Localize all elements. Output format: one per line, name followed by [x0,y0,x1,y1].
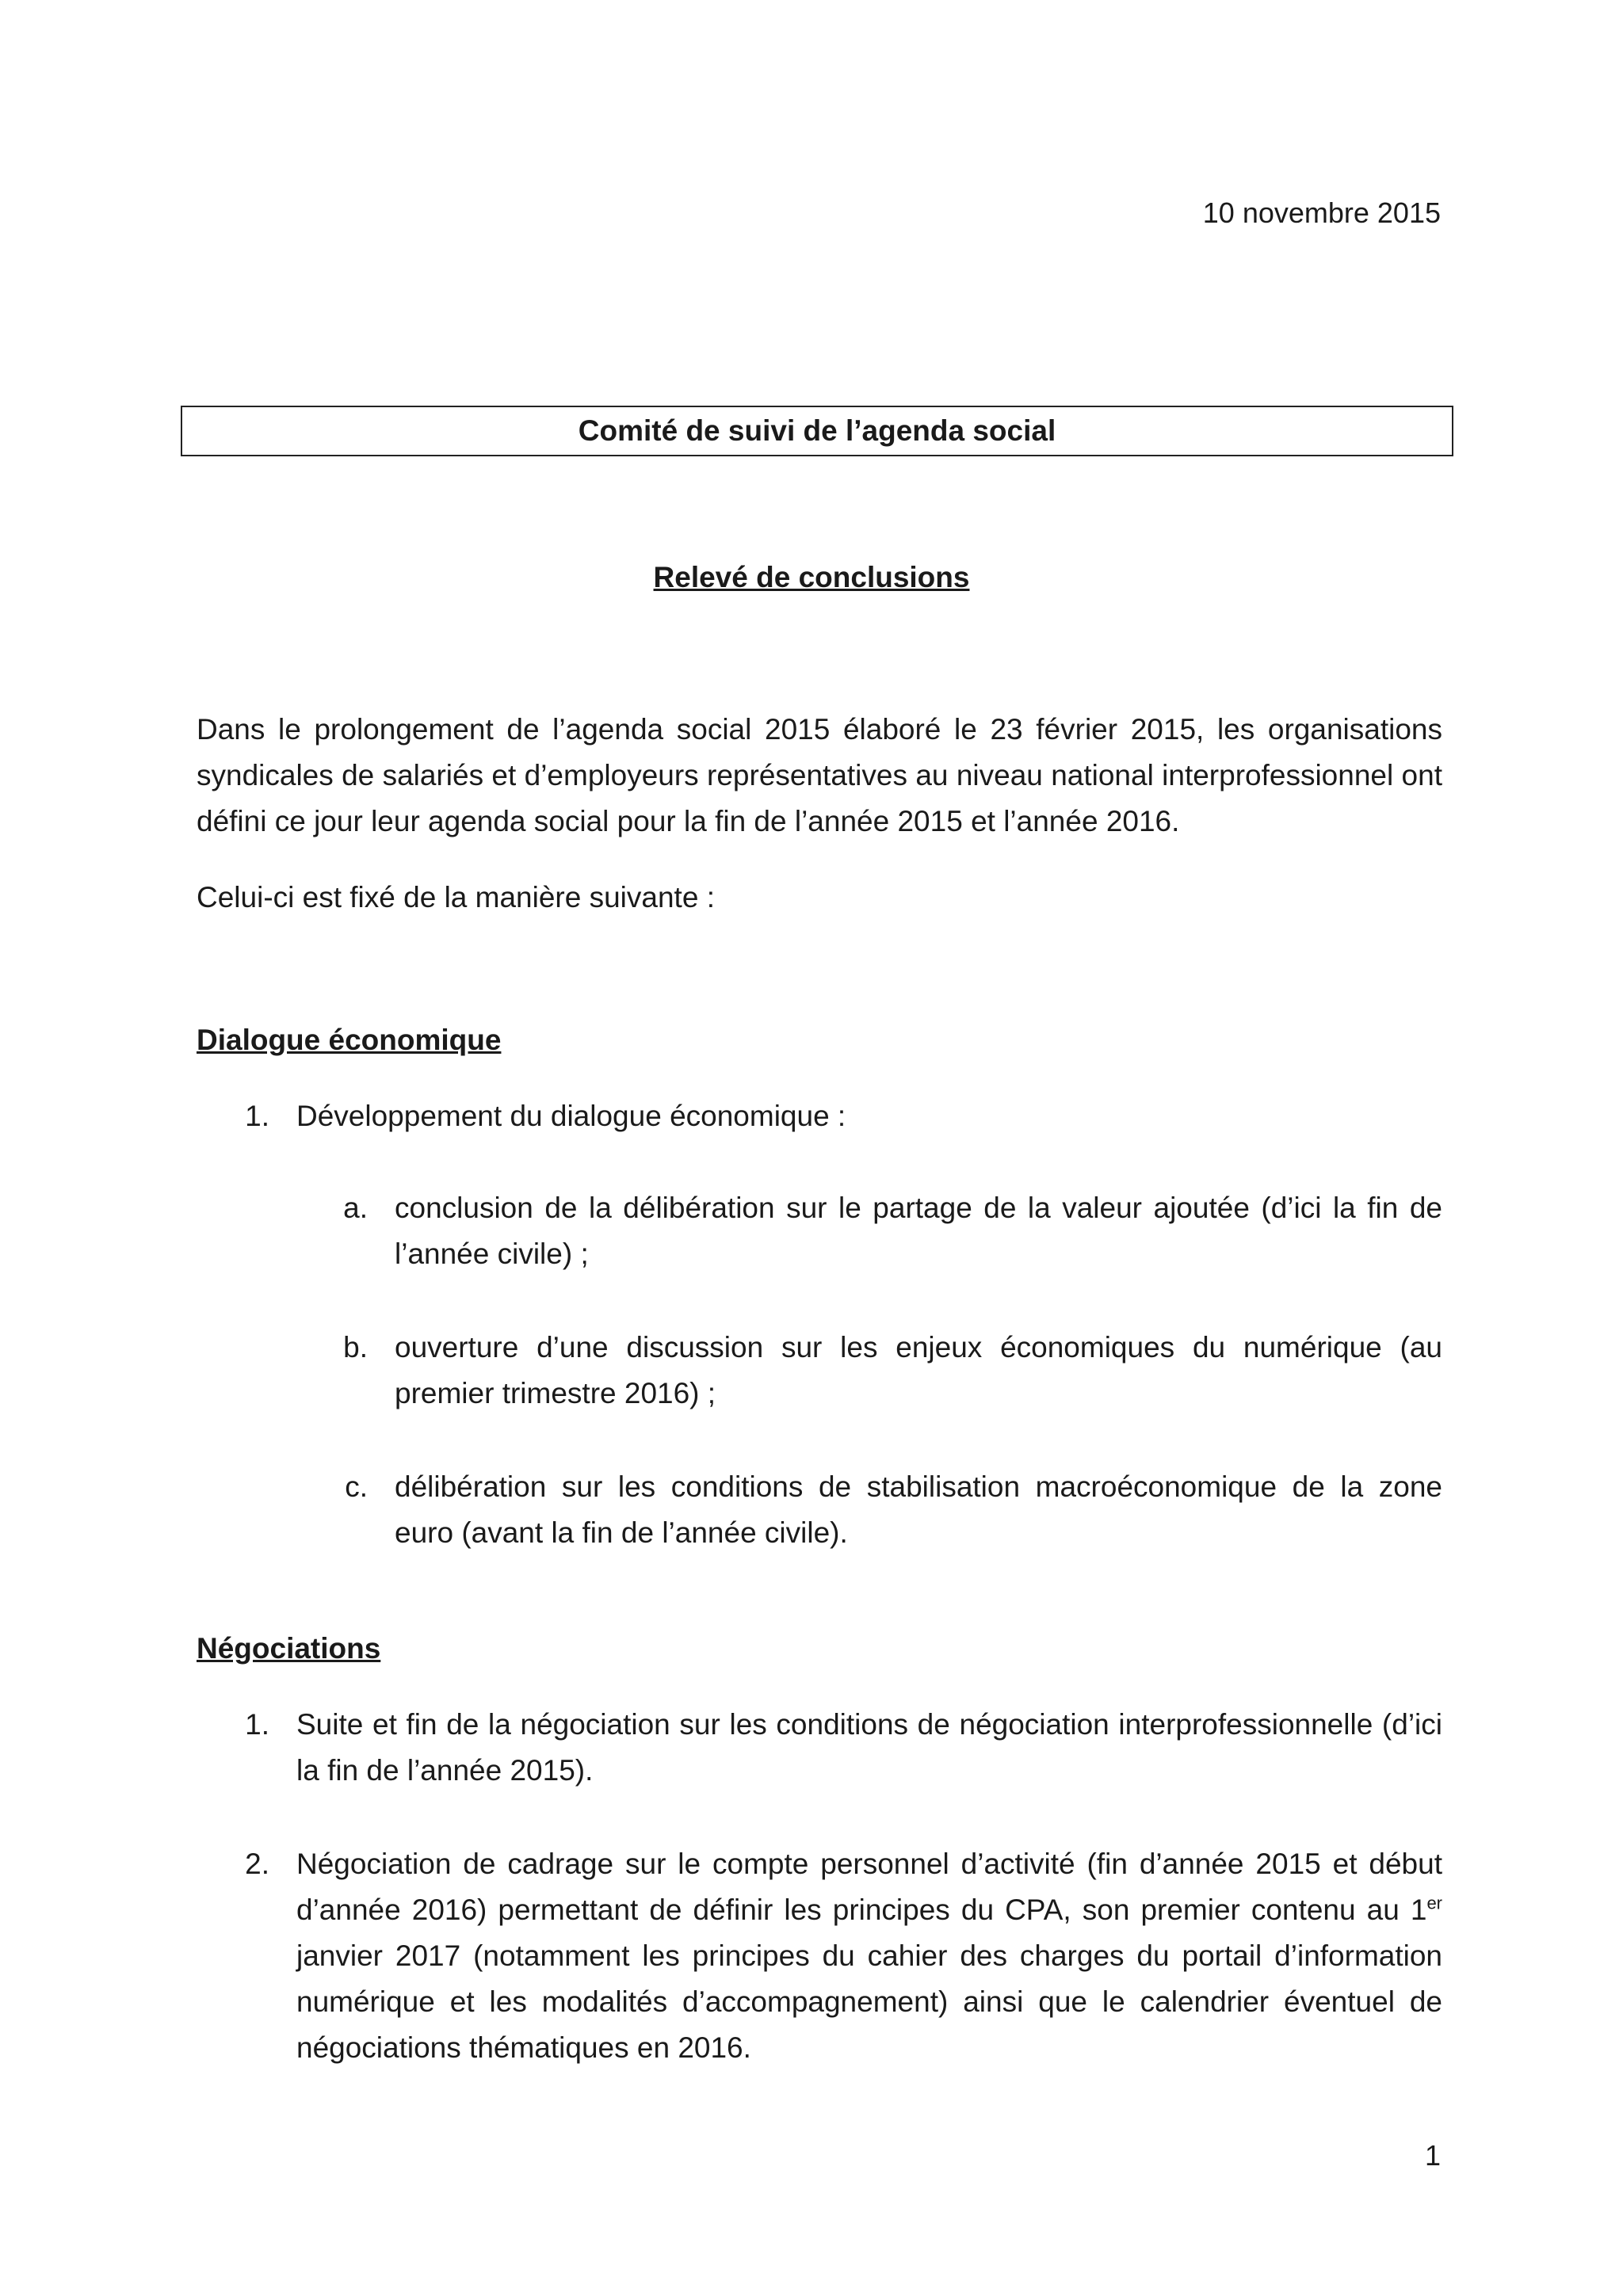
list-item [296,1841,1442,2071]
ordinal-superscript: er [1426,1893,1442,1913]
document-date: 10 novembre 2015 [1202,196,1441,229]
sub-list-letter: b. [343,1331,368,1363]
sub-list-item: conclusion de la délibération sur le partage de la valeur ajoutée (d’ici la fin de l’année civile) ; [395,1192,1442,1270]
sub-list-letter: c. [345,1470,368,1503]
sub-list-item: ouverture d’une discussion sur les enjeux économiques du numérique (au premier trimestre 2016) ; [395,1331,1442,1409]
sub-list-item: délibération sur les conditions de stabilisation macroéconomique de la zone euro (avant la fin de l’année civile). [395,1470,1442,1549]
section-heading-dialogue: Dialogue économique [197,1024,502,1056]
list-item: Développement du dialogue économique : [296,1100,846,1132]
list-number: 2. [245,1848,269,1880]
list-number: 1. [245,1708,269,1741]
sub-list-letter: a. [343,1192,368,1224]
list-item-text-part: Négociation de cadrage sur le compte personnel d’activité (fin d’année 2015 et début d’année 2016) permettant de définir les principes du CPA, son premier contenu au 1 [296,1848,1442,1926]
intro-paragraph-2: Celui-ci est fixé de la manière suivante : [197,881,715,913]
document-subtitle: Relevé de conclusions [653,561,970,593]
document-title-box: Comité de suivi de l’agenda social [181,406,1453,456]
list-number: 1. [245,1100,269,1132]
list-item-text-part: janvier 2017 (notamment les principes du cahier des charges du portail d’information numérique et les modalités d’accompagnement) ainsi que le calendrier éventuel de négociations thématiques en 2016. [296,1939,1442,2064]
page-number: 1 [1424,2139,1441,2172]
section-heading-negociations: Négociations [197,1632,381,1665]
list-item: Suite et fin de la négociation sur les conditions de négociation interprofessionnelle (d’ici la fin de l’année 2015). [296,1708,1442,1787]
intro-paragraph: Dans le prolongement de l’agenda social 2015 élaboré le 23 février 2015, les organisations syndicales de salariés et d’employeurs représentatives au niveau national interprofessionnel ont défini ce jour leur agenda social pour la fin de l’année 2015 et l’année 2016. [197,713,1442,837]
